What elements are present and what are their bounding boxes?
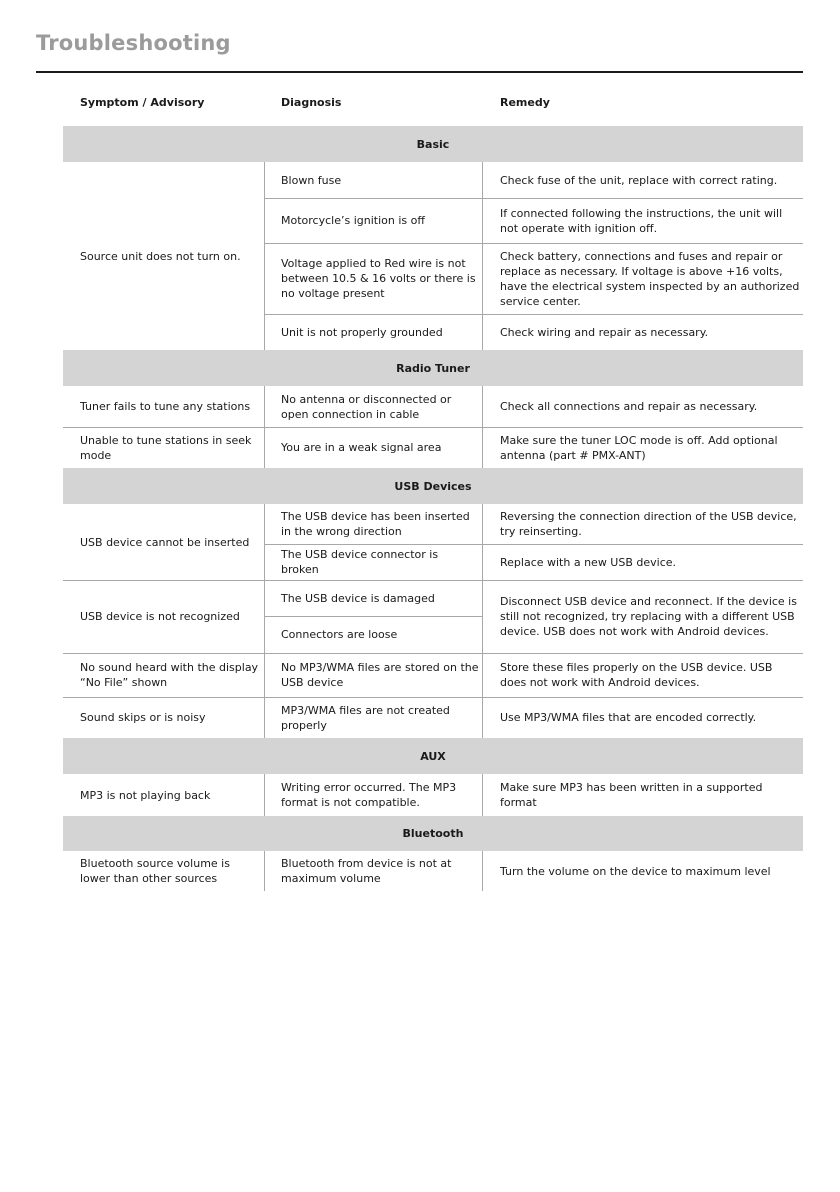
- diagnosis-cell: Voltage applied to Red wire is not between 10.5 & 16 volts or there is no voltage present: [281, 257, 476, 300]
- row-divider: [264, 198, 803, 199]
- diagnosis-cell: No MP3/WMA files are stored on the USB device: [281, 661, 479, 689]
- diagnosis-cell: Writing error occurred. The MP3 format is not compatible.: [281, 781, 457, 809]
- symptom-cell: Tuner fails to tune any stations: [80, 400, 251, 413]
- diagnosis-cell: No antenna or disconnected or open connection in cable: [281, 392, 452, 421]
- remedy-cell: Check fuse of the unit, replace with correct rating.: [500, 173, 778, 187]
- row-divider: [264, 243, 803, 244]
- diagnosis-cell: The USB device has been inserted in the wrong direction: [281, 510, 470, 538]
- diagnosis-cell: Unit is not properly grounded: [281, 325, 443, 339]
- row-divider: [63, 653, 803, 654]
- symptom-cell: Bluetooth source volume is lower than other sources: [80, 857, 230, 885]
- remedy-cell: Make sure MP3 has been written in a supported format: [500, 781, 763, 809]
- column-divider: [264, 851, 265, 891]
- section-radio-tuner: Radio Tuner: [63, 350, 803, 386]
- symptom-cell: Source unit does not turn on.: [80, 249, 241, 263]
- remedy-cell: Replace with a new USB device.: [500, 555, 677, 569]
- remedy-cell: Make sure the tuner LOC mode is off. Add optional antenna (part # PMX-ANT): [500, 433, 778, 462]
- row-divider: [264, 616, 482, 617]
- title-divider: [36, 71, 803, 73]
- column-divider: [264, 774, 265, 816]
- column-divider: [264, 504, 265, 738]
- remedy-cell: Store these files properly on the USB device. USB does not work with Android devices.: [500, 661, 773, 689]
- column-divider: [264, 162, 265, 350]
- symptom-cell: No sound heard with the display “No File” shown: [80, 661, 259, 689]
- column-divider: [482, 162, 483, 350]
- section-bluetooth: Bluetooth: [63, 816, 803, 851]
- header-remedy: Remedy: [500, 96, 550, 109]
- remedy-cell: Check wiring and repair as necessary.: [500, 325, 709, 339]
- diagnosis-cell: Bluetooth from device is not at maximum volume: [281, 857, 452, 885]
- remedy-cell: Turn the volume on the device to maximum level: [500, 864, 771, 878]
- column-divider: [482, 504, 483, 738]
- symptom-cell: Sound skips or is noisy: [80, 711, 206, 724]
- row-divider: [264, 544, 803, 545]
- header-diagnosis: Diagnosis: [281, 96, 342, 109]
- section-aux: AUX: [63, 738, 803, 774]
- diagnosis-cell: MP3/WMA files are not created properly: [281, 703, 450, 732]
- remedy-cell: Check all connections and repair as necessary.: [500, 400, 758, 413]
- header-symptom: Symptom / Advisory: [80, 96, 205, 109]
- section-usb-devices: USB Devices: [63, 468, 803, 504]
- row-divider: [264, 314, 803, 315]
- diagnosis-cell: The USB device connector is broken: [281, 548, 439, 576]
- symptom-cell: USB device cannot be inserted: [80, 535, 250, 549]
- diagnosis-cell: Blown fuse: [281, 173, 342, 187]
- symptom-cell: Unable to tune stations in seek mode: [80, 433, 252, 462]
- section-basic: Basic: [63, 126, 803, 162]
- column-divider: [482, 851, 483, 891]
- remedy-cell: Check battery, connections and fuses and repair or replace as necessary. If voltage is above +16 volts, have the electrical system inspected by an authorized service center.: [500, 249, 800, 308]
- remedy-cell: Reversing the connection direction of the USB device, try reinserting.: [500, 510, 797, 538]
- diagnosis-cell: Connectors are loose: [281, 628, 398, 641]
- symptom-cell: MP3 is not playing back: [80, 788, 211, 802]
- page-title: Troubleshooting: [36, 31, 231, 55]
- symptom-cell: USB device is not recognized: [80, 610, 240, 623]
- remedy-cell: Use MP3/WMA files that are encoded correctly.: [500, 711, 757, 724]
- row-divider: [63, 580, 803, 581]
- column-divider: [482, 774, 483, 816]
- row-divider: [63, 697, 803, 698]
- diagnosis-cell: You are in a weak signal area: [281, 441, 442, 454]
- row-divider: [63, 427, 803, 428]
- remedy-cell: If connected following the instructions, the unit will not operate with ignition off.: [500, 206, 783, 235]
- remedy-cell: Disconnect USB device and reconnect. If the device is still not recognized, try replacing with a different USB device. USB does not work with Android devices.: [500, 595, 797, 638]
- diagnosis-cell: Motorcycle’s ignition is off: [281, 214, 425, 227]
- diagnosis-cell: The USB device is damaged: [281, 591, 435, 605]
